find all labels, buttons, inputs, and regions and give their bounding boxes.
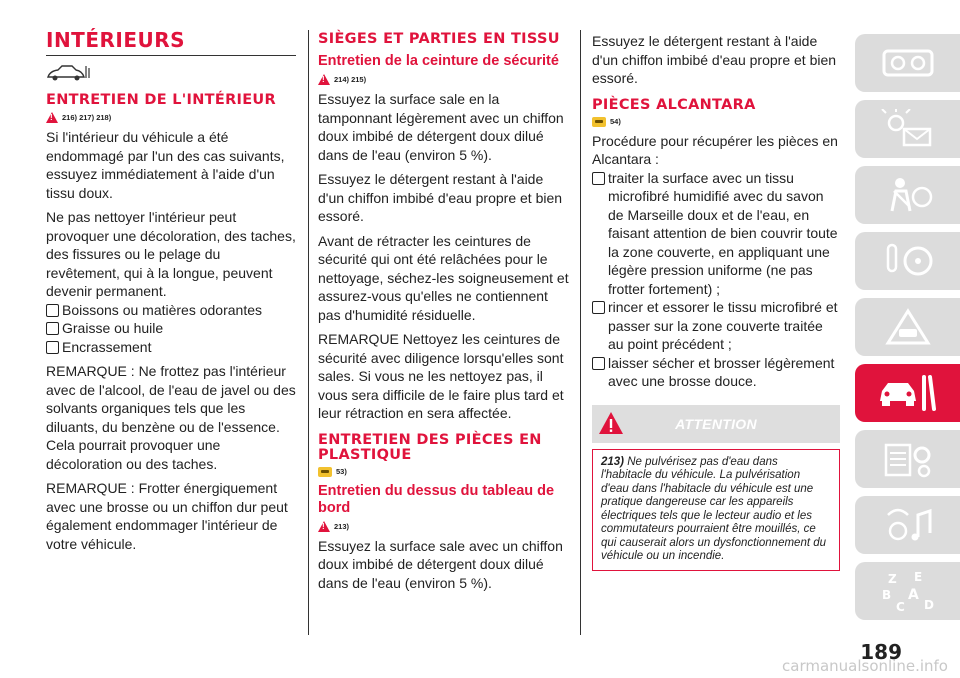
paragraph: Essuyez le détergent restant à l'aide d'un chiffon imbibé d'eau propre et bien essoré.	[592, 33, 837, 86]
tab-seatbelt[interactable]	[855, 166, 960, 224]
bullet-box-icon	[46, 322, 59, 335]
svg-text:E: E	[913, 570, 922, 584]
attention-text: Ne pulvérisez pas d'eau dans l'habitacle du véhicule. La pulvérisation d'eau dans l'habitacle du véhicule est une pratique dangereuse car les appareils électriques tels que le lecteur audio et les commutateurs pourraient être mouillés, ce qui causerait alors un dysfonctionnement du véhicule ou un incendie.	[601, 455, 827, 562]
list-item: Graisse ou huile	[46, 319, 296, 338]
warning-car-icon	[878, 307, 938, 347]
svg-text:C: C	[895, 600, 905, 613]
heading-alcantara: PIÈCES ALCANTARA	[592, 96, 756, 113]
tab-starting[interactable]	[855, 232, 960, 290]
list-item: traiter la surface avec un tissu microfibré humidifié avec du savon de Marseille doux et de l'eau, en faisant attention de bien couvrir toute la zone couverte, en appliquant une légère pression uniforme (ne pas frotter fortement) ;	[592, 169, 840, 299]
attention-title: ATTENTION	[675, 415, 757, 432]
paragraph: Essuyez la surface sale en la tamponnant légèrement avec un chiffon doux imbibé de détergent doux dilué dans de l'eau (environ 5 %).	[318, 91, 564, 163]
attention-box	[592, 405, 840, 571]
paragraph: Avant de rétracter les ceintures de sécurité qui ont été relâchées pour le nettoyage, séchez-les soigneusement et assurez-vous qu'elles ne contiennent pas d'humidité résiduelle.	[318, 232, 569, 323]
tab-dashboard[interactable]	[855, 34, 960, 92]
attention-body	[592, 449, 840, 571]
car-dashboard-icon	[878, 43, 938, 83]
note-icon	[592, 117, 606, 127]
tab-emergency[interactable]	[855, 298, 960, 356]
page-number: 189	[860, 640, 902, 664]
heading-plastic-parts: ENTRETIEN DES PIÈCES EN PLASTIQUE	[318, 431, 542, 463]
svg-text:A: A	[907, 587, 919, 603]
car-wrench-icon	[876, 371, 940, 415]
bullet-box-icon	[46, 304, 59, 317]
paragraph: Procédure pour récupérer les pièces en Alcantara :	[592, 132, 838, 167]
paragraph: Essuyez le détergent restant à l'aide d'un chiffon imbibé d'eau propre et bien essoré.	[318, 171, 563, 224]
key-steering-icon	[878, 241, 938, 281]
tab-index[interactable]	[855, 562, 960, 620]
svg-text:Z: Z	[887, 572, 897, 586]
seatbelt-airbag-icon	[878, 175, 938, 215]
bullet-box-icon	[592, 301, 605, 314]
bullet-box-icon	[46, 341, 59, 354]
warning-refs: ! 214) 215)	[318, 74, 570, 85]
paragraph: REMARQUE : Ne frottez pas l'intérieur avec de l'alcool, de l'eau de javel ou des solvants organiques tels que les diluants, du benzène ou de l'essence. Cela pourrait provoquer une décoloration ou des taches.	[46, 363, 296, 472]
attention-warning-icon	[598, 411, 624, 435]
svg-text:B: B	[881, 588, 891, 602]
paragraph: REMARQUE : Frotter énergiquement avec une brosse ou un chiffon dur peut également endommager l'intérieur de votre véhicule.	[46, 480, 288, 552]
note-refs: 54)	[592, 117, 840, 127]
chapter-tabs	[855, 34, 960, 628]
list-item: Encrassement	[46, 338, 296, 357]
section-title: INTÉRIEURS	[46, 28, 186, 52]
warning-icon	[318, 74, 330, 85]
paragraph: Essuyez la surface sale avec un chiffon doux imbibé de détergent doux dilué dans de l'eau (environ 5 %).	[318, 537, 563, 591]
paragraph: REMARQUE Nettoyez les ceintures de sécurité avec diligence lorsqu'elles sont sales. Si vous ne les nettoyez pas, il vous sera difficile de le faire plus tard et leur rétraction en sera affectée.	[318, 331, 564, 421]
list-item: rincer et essorer le tissu microfibré et passer sur la zone couverte traitée au point précédent ;	[592, 298, 840, 354]
lights-message-icon	[878, 109, 938, 149]
note-icon	[318, 467, 332, 477]
subheading-seatbelt: Entretien de la ceinture de sécurité	[318, 53, 559, 69]
paragraph: Si l'intérieur du véhicule a été endommagé par l'un des cas suivants, essuyez immédiatement à l'aide d'un tissu doux.	[46, 129, 285, 201]
warning-icon	[318, 521, 330, 532]
note-refs: 53)	[318, 467, 570, 477]
column-interiors	[46, 28, 296, 559]
warning-refs: ! 216) 217) 218)	[46, 112, 296, 123]
svg-text:D: D	[923, 598, 934, 612]
heading-interior-care: ENTRETIEN DE L'INTÉRIEUR	[46, 92, 276, 108]
tab-lights[interactable]	[855, 100, 960, 158]
paragraph: Ne pas nettoyer l'intérieur peut provoquer une décoloration, des taches, des fissures ou le pelage du revêtement, qui à la longue, peuvent devenir permanent.	[46, 209, 296, 299]
column-divider	[580, 30, 581, 635]
tab-maintenance[interactable]	[855, 364, 960, 422]
watermark: carmanualsonline.info	[782, 657, 948, 675]
specs-gears-icon	[878, 439, 938, 479]
column-alcantara	[592, 32, 840, 571]
tab-specifications[interactable]	[855, 430, 960, 488]
attention-header	[592, 405, 840, 443]
warning-refs: ! 213)	[318, 521, 570, 532]
heading-seats-fabric: SIÈGES ET PARTIES EN TISSU	[318, 31, 560, 47]
warning-icon	[46, 112, 58, 123]
subheading-dashboard: Entretien du dessus du tableau de bord	[318, 482, 555, 516]
column-seats	[318, 32, 570, 598]
tab-multimedia[interactable]	[855, 496, 960, 554]
bullet-box-icon	[592, 172, 605, 185]
list-item: laisser sécher et brosser légèrement avec une brosse douce.	[592, 354, 840, 391]
list-item: Boissons ou matières odorantes	[46, 301, 296, 320]
car-wash-icon	[46, 64, 296, 87]
multimedia-icon	[878, 505, 938, 545]
index-letters-icon	[878, 569, 938, 613]
attention-number: 213)	[601, 455, 625, 468]
column-divider	[308, 30, 309, 635]
section-rule	[46, 55, 296, 56]
bullet-box-icon	[592, 357, 605, 370]
